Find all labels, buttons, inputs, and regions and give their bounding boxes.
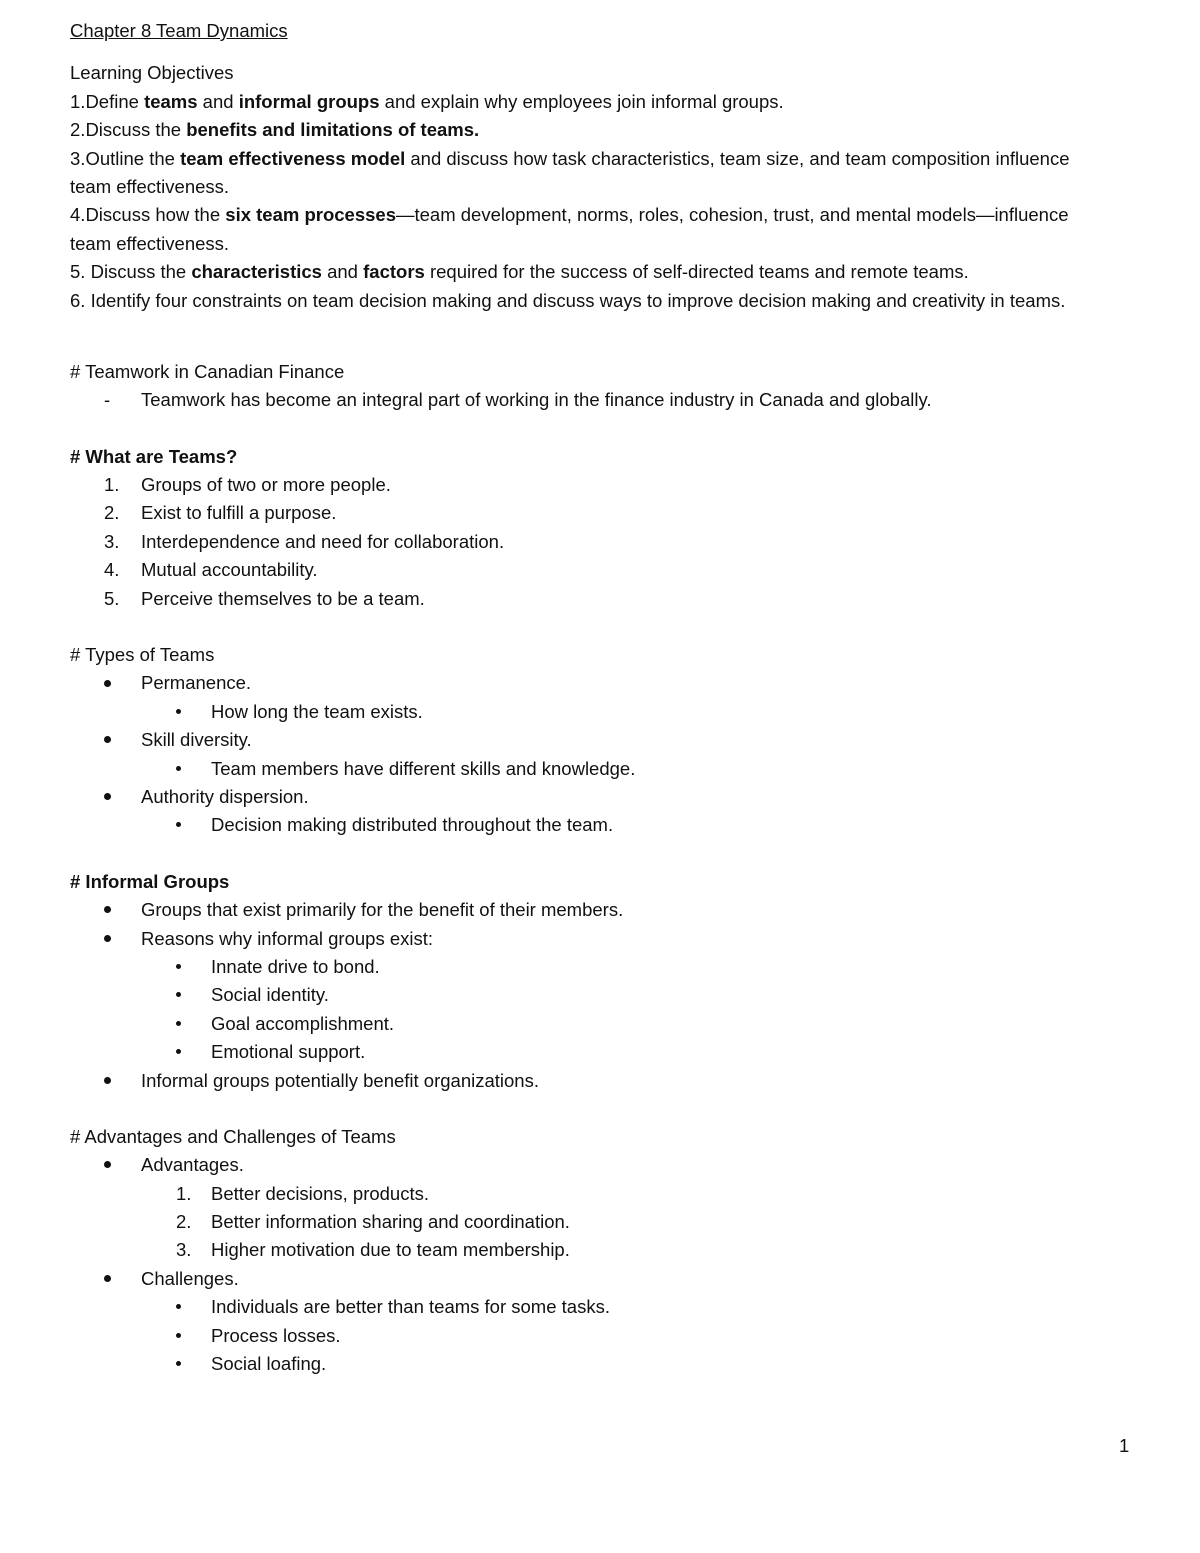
bullet-icon (176, 953, 181, 981)
section-heading-canadian-finance: # Teamwork in Canadian Finance (70, 360, 345, 382)
list-item: Reasons why informal groups exist: (70, 925, 1150, 953)
list-subitem: Emotional support. (70, 1038, 1150, 1066)
list-item: 1. Groups of two or more people. (104, 474, 391, 496)
objective-5: 5. Discuss the characteristics and factors required for the success of self-directed teams and remote teams. (70, 261, 969, 283)
list-item: Advantages. (70, 1151, 1150, 1179)
list-item: Challenges. (70, 1265, 1150, 1293)
list-subitem: 1. Better decisions, products. (176, 1182, 429, 1204)
list-item: 4. Mutual accountability. (104, 559, 318, 581)
bullet-icon (176, 1010, 181, 1038)
list-subitem: Team members have different skills and knowledge. (70, 755, 1150, 783)
list-item: 5. Perceive themselves to be a team. (104, 587, 425, 609)
bullet-icon (104, 896, 111, 924)
objective-3-continued: team effectiveness. (70, 175, 230, 197)
list-subitem: How long the team exists. (70, 698, 1150, 726)
objective-6: 6. Identify four constraints on team decision making and discuss ways to improve decision making and creativity in teams. (70, 289, 1066, 311)
list-subitem: Goal accomplishment. (70, 1010, 1150, 1038)
list-item: 2. Exist to fulfill a purpose. (104, 502, 337, 524)
bullet-icon (176, 811, 181, 839)
document-page (70, 17, 1150, 1378)
list-subitem: Process losses. (70, 1322, 1150, 1350)
list-item: Authority dispersion. (70, 783, 1150, 811)
list-item: Groups that exist primarily for the benefit of their members. (70, 896, 1150, 924)
bullet-icon (104, 669, 111, 697)
bullet-icon (104, 726, 111, 754)
bullet-icon (176, 755, 181, 783)
objective-3: 3.Outline the team effectiveness model and discuss how task characteristics, team size, and team composition influence (70, 147, 1070, 169)
list-subitem: Individuals are better than teams for some tasks. (70, 1293, 1150, 1321)
bullet-icon (104, 925, 111, 953)
list-subitem: Social loafing. (70, 1350, 1150, 1378)
objective-2: 2.Discuss the benefits and limitations of teams. (70, 119, 480, 141)
list-item: Skill diversity. (70, 726, 1150, 754)
page-number: 1 (1119, 1435, 1130, 1456)
bullet-icon (104, 1151, 111, 1179)
section-heading-advantages-challenges: # Advantages and Challenges of Teams (70, 1125, 396, 1147)
objective-1: 1.Define teams and informal groups and explain why employees join informal groups. (70, 90, 784, 112)
list-subitem: 3. Higher motivation due to team membership. (176, 1239, 570, 1261)
list-subitem: Decision making distributed throughout the team. (70, 811, 1150, 839)
objective-4-continued: team effectiveness. (70, 232, 230, 254)
list-subitem: Social identity. (70, 981, 1150, 1009)
section-heading-types-of-teams: # Types of Teams (70, 644, 215, 666)
dash-marker: - (104, 389, 111, 411)
objectives-heading: Learning Objectives (70, 62, 234, 84)
bullet-icon (176, 1293, 181, 1321)
bullet-icon (176, 1350, 181, 1378)
document-title: Chapter 8 Team Dynamics (70, 20, 288, 41)
section-heading-what-are-teams: # What are Teams? (70, 445, 238, 467)
list-item: Permanence. (70, 669, 1150, 697)
list-subitem: Innate drive to bond. (70, 953, 1150, 981)
bullet-icon (176, 981, 181, 1009)
section-heading-informal-groups: # Informal Groups (70, 870, 230, 892)
bullet-icon (176, 1322, 181, 1350)
bullet-icon (104, 1067, 111, 1095)
list-item: - Teamwork has become an integral part of working in the finance industry in Canada and globally. (70, 386, 1150, 414)
bullet-icon (176, 698, 181, 726)
bullet-icon (104, 1265, 111, 1293)
list-item: Informal groups potentially benefit organizations. (70, 1067, 1150, 1095)
bullet-icon (176, 1038, 181, 1066)
bullet-icon (104, 783, 111, 811)
list-subitem: 2. Better information sharing and coordination. (176, 1211, 570, 1233)
objective-4: 4.Discuss how the six team processes—team development, norms, roles, cohesion, trust, and mental models—influence (70, 204, 1069, 226)
list-item: 3. Interdependence and need for collaboration. (104, 530, 505, 552)
